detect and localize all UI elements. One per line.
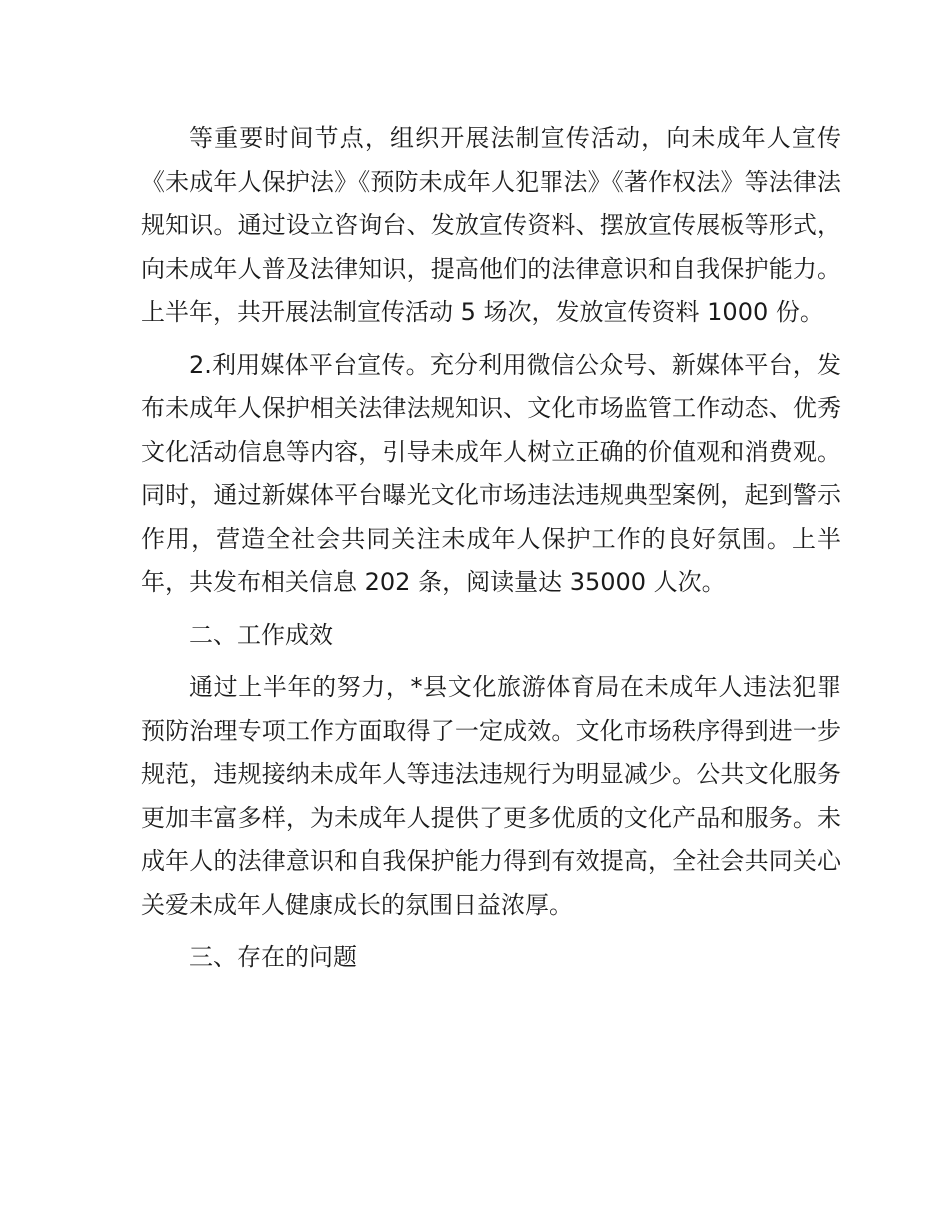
section-heading-problems: 三、存在的问题 <box>189 943 357 971</box>
paragraph-media-platform: 2.利用媒体平台宣传。充分利用微信公众号、新媒体平台，发布未成年人保护相关法律法规知识、文化市场监管工作动态、优秀文化活动信息等内容，引导未成年人树立正确的价值观和消费观。同时，通过新媒体平台曝光文化市场违法违规典型案例，起到警示作用，营造全社会共同关注未成年人保护工作的良好氛围。上半年，共发布相关信息 202 条，阅读量达 35000 人次。 <box>141 350 841 596</box>
section-heading-results: 二、工作成效 <box>189 620 333 649</box>
paragraph-results: 通过上半年的努力，*县文化旅游体育局在未成年人违法犯罪预防治理专项工作方面取得了一定成效。文化市场秩序得到进一步规范，违规接纳未成年人等违法违规行为明显减少。公共文化服务更加丰富多样，为未成年人提供了更多优质的文化产品和服务。未成年人的法律意识和自我保护能力得到有效提高，全社会共同关心关爱未成年人健康成长的氛围日益浓厚。 <box>141 673 841 919</box>
document-body <box>141 117 841 989</box>
paragraph-publicity-activities: 等重要时间节点，组织开展法制宣传活动，向未成年人宣传《未成年人保护法》《预防未成年人犯罪法》《著作权法》等法律法规知识。通过设立咨询台、发放宣传资料、摆放宣传展板等形式，向未成年人普及法律知识，提高他们的法律意识和自我保护能力。上半年，共开展法制宣传活动 5 场次，发放宣传资料 1000 份。 <box>141 124 841 326</box>
